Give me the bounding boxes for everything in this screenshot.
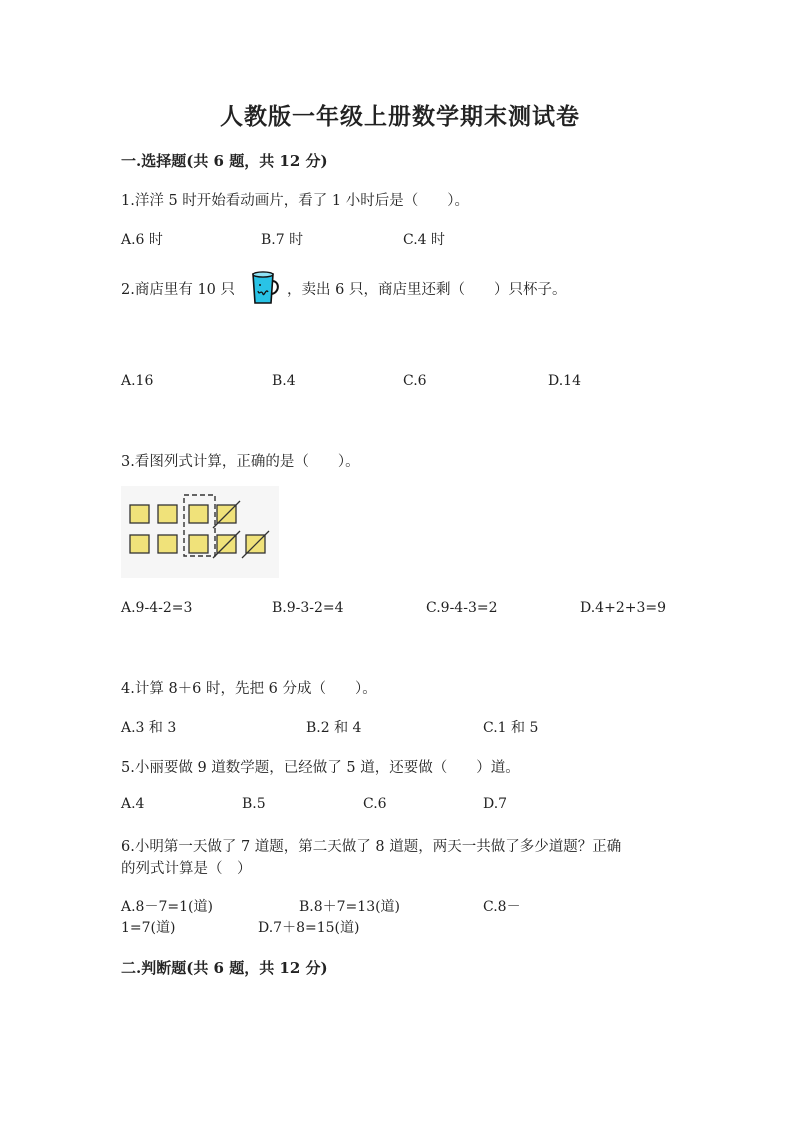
q2-option-c: C.6	[403, 373, 427, 389]
q6-option-c-part1: C.8－	[483, 899, 521, 915]
question-2-stem-end: ，卖出 6 只，商店里还剩（ ）只杯子。	[287, 282, 567, 298]
square	[189, 535, 208, 553]
page-title: 人教版一年级上册数学期末测试卷	[220, 103, 580, 130]
q1-option-c: C.4 时	[403, 232, 446, 248]
q4-option-c: C.1 和 5	[483, 720, 539, 736]
q6-option-a: A.8－7=1(道)	[121, 899, 213, 915]
section-heading-judgement: 二.判断题(共 6 题，共 12 分)	[121, 959, 328, 977]
q6-option-b: B.8＋7=13(道)	[299, 899, 401, 915]
q3-option-d: D.4+2+3=9	[580, 600, 666, 616]
q2-option-d: D.14	[548, 373, 581, 389]
q3-option-a: A.9-4-2=3	[121, 600, 193, 616]
square	[130, 505, 149, 523]
q1-option-b: B.7 时	[261, 232, 304, 248]
square	[130, 535, 149, 553]
question-1-stem: 1.洋洋 5 时开始看动画片，看了 1 小时后是（ ）。	[121, 193, 469, 209]
q6-option-c-part2: 1=7(道)	[121, 920, 176, 936]
q4-option-a: A.3 和 3	[121, 720, 177, 736]
square	[158, 505, 177, 523]
question-2-stem-start: 2.商店里有 10 只	[121, 282, 236, 298]
q2-option-a: A.16	[121, 373, 154, 389]
question-5-stem: 5.小丽要做 9 道数学题，已经做了 5 道，还要做（ ）道。	[121, 760, 520, 776]
q5-option-b: B.5	[242, 796, 266, 812]
question-4-stem: 4.计算 8＋6 时，先把 6 分成（ ）。	[121, 681, 377, 697]
question-6-stem-line2: 的列式计算是（ ）	[121, 861, 252, 877]
q5-option-d: D.7	[483, 796, 508, 812]
q2-option-b: B.4	[272, 373, 296, 389]
q3-option-c: C.9-4-3=2	[426, 600, 498, 616]
q4-option-b: B.2 和 4	[306, 720, 362, 736]
section-heading-choice: 一.选择题(共 6 题，共 12 分)	[121, 152, 328, 170]
question-6-stem-line1: 6.小明第一天做了 7 道题，第二天做了 8 道题，两天一共做了多少道题？正确	[121, 839, 622, 855]
square	[189, 505, 208, 523]
square	[158, 535, 177, 553]
squares-figure	[121, 486, 279, 578]
question-3-stem: 3.看图列式计算，正确的是（ ）。	[121, 454, 360, 470]
q1-option-a: A.6 时	[121, 232, 163, 248]
q6-option-d: D.7＋8=15(道)	[258, 920, 360, 936]
q5-option-c: C.6	[363, 796, 387, 812]
q3-option-b: B.9-3-2=4	[272, 600, 344, 616]
q5-option-a: A.4	[121, 796, 145, 812]
cup-icon	[246, 270, 282, 306]
